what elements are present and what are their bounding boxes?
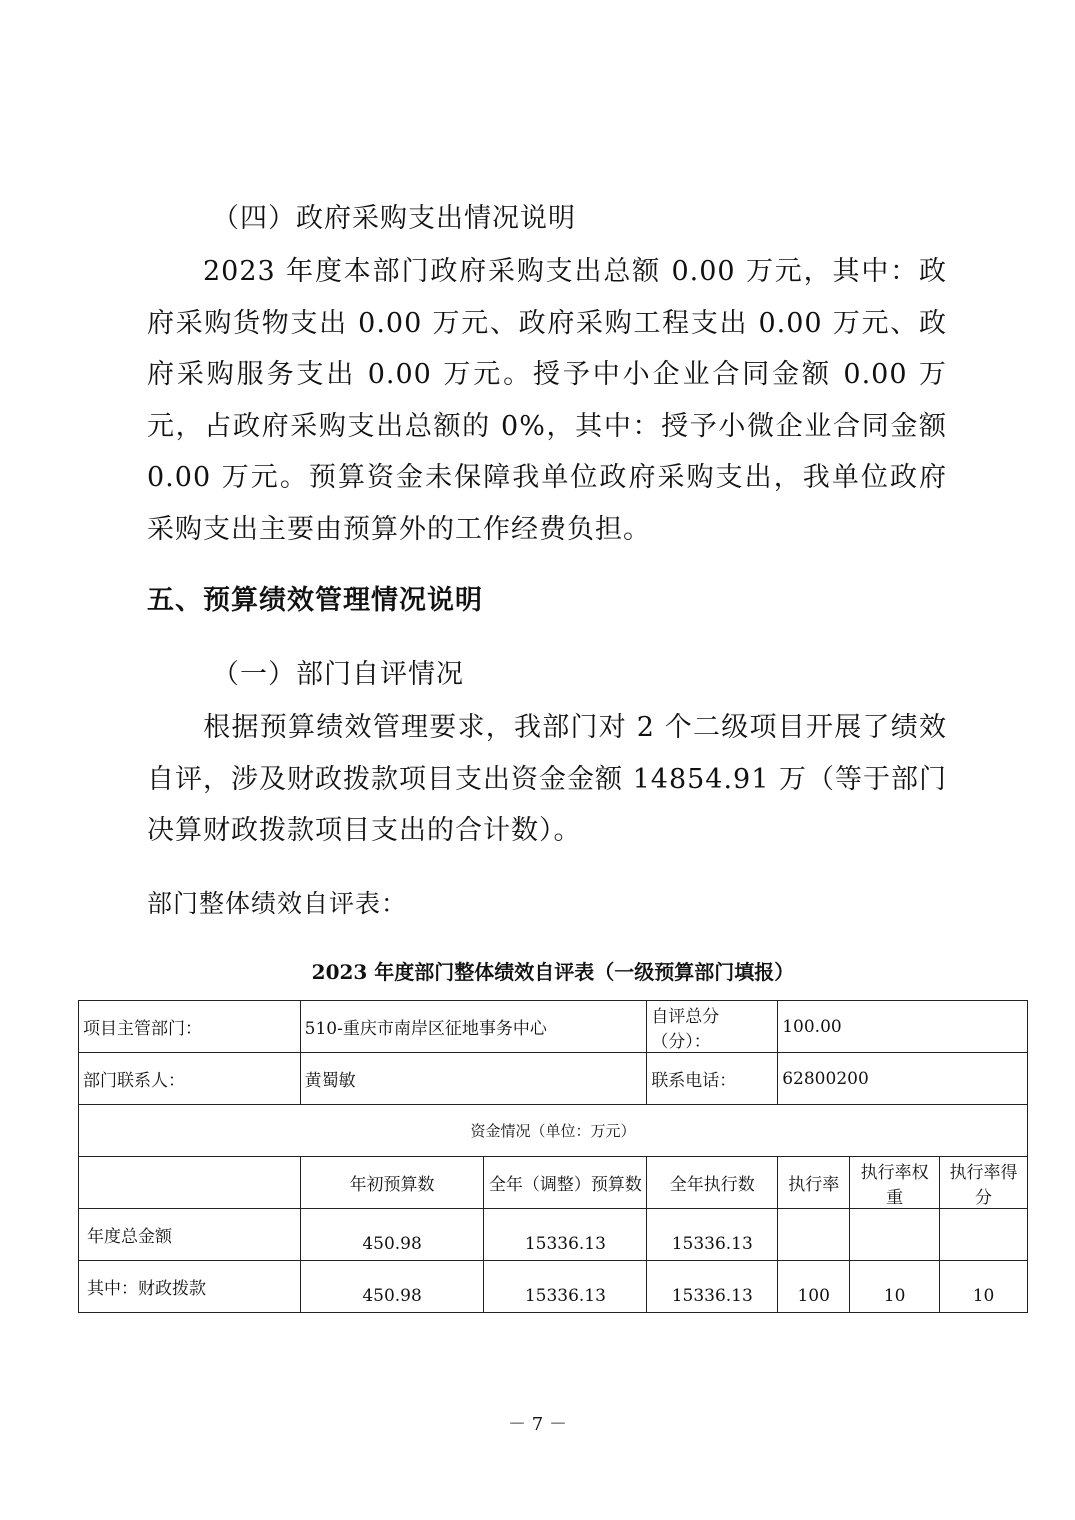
funds-header-row: [79, 1105, 1028, 1157]
contact-value: 黄蜀敏: [300, 1053, 647, 1105]
section-4-heading: （四）政府采购支出情况说明: [212, 203, 576, 234]
table-cell: 100: [778, 1261, 850, 1313]
procurement-paragraph-text: 2023 年度本部门政府采购支出总额 0.00 万元，其中：政府采购货物支出 0.00 万元、政府采购工程支出 0.00 万元、政府采购服务支出 0.00 万元。授予中小企业合同金额 0.00 万元，占政府采购支出总额的 0%，其中：授予小微企业合同金额 0.00 万元。预算资金未保障我单位政府采购支出，我单位政府采购支出主要由预算外的工作经费负担。: [147, 256, 947, 545]
section-5-heading: 五、预算绩效管理情况说明: [147, 585, 483, 616]
row-label: 其中：财政拨款: [79, 1261, 301, 1313]
dept-label: 项目主管部门：: [79, 1001, 301, 1053]
section-5-1-heading: （一）部门自评情况: [212, 659, 464, 690]
table-cell: 10: [850, 1261, 940, 1313]
table-cell: 15336.13: [484, 1209, 647, 1261]
table-title: 2023 年度部门整体绩效自评表（一级预算部门填报）: [311, 960, 795, 984]
self-evaluation-paragraph-text: 根据预算绩效管理要求，我部门对 2 个二级项目开展了绩效自评，涉及财政拨款项目支出资金金额 14854.91 万（等于部门决算财政拨款项目支出的合计数）。: [147, 712, 947, 846]
column-header: 执行率得分: [940, 1157, 1028, 1209]
column-header-row: [79, 1157, 1028, 1209]
funds-header: 资金情况（单位：万元）: [79, 1105, 1028, 1157]
score-value: 100.00: [778, 1001, 1028, 1053]
phone-value: 62800200: [778, 1053, 1028, 1105]
column-header: 全年（调整）预算数: [484, 1157, 647, 1209]
contact-row: [79, 1053, 1028, 1105]
dept-value: 510-重庆市南岸区征地事务中心: [300, 1001, 647, 1053]
procurement-paragraph: [147, 246, 947, 555]
performance-table: [78, 1000, 1028, 1313]
table-cell: 15336.13: [647, 1261, 778, 1313]
page-number: － 7 －: [508, 1414, 567, 1435]
self-evaluation-paragraph: [147, 702, 947, 857]
phone-label: 联系电话：: [647, 1053, 778, 1105]
table-cell: [850, 1209, 940, 1261]
table-cell: 15336.13: [647, 1209, 778, 1261]
column-header: 全年执行数: [647, 1157, 778, 1209]
score-label: 自评总分（分）：: [647, 1001, 778, 1053]
table-row: [79, 1209, 1028, 1261]
table-cell: [778, 1209, 850, 1261]
column-header: 执行率: [778, 1157, 850, 1209]
dept-row: [79, 1001, 1028, 1053]
contact-label: 部门联系人：: [79, 1053, 301, 1105]
table-cell: 15336.13: [484, 1261, 647, 1313]
table-cell: [940, 1209, 1028, 1261]
row-label: 年度总金额: [79, 1209, 301, 1261]
column-header: 执行率权重: [850, 1157, 940, 1209]
column-header: 年初预算数: [300, 1157, 484, 1209]
column-header: [79, 1157, 301, 1209]
table-intro: 部门整体绩效自评表：: [147, 889, 408, 918]
table-cell: 10: [940, 1261, 1028, 1313]
table-cell: 450.98: [300, 1261, 484, 1313]
table-row: [79, 1261, 1028, 1313]
table-cell: 450.98: [300, 1209, 484, 1261]
